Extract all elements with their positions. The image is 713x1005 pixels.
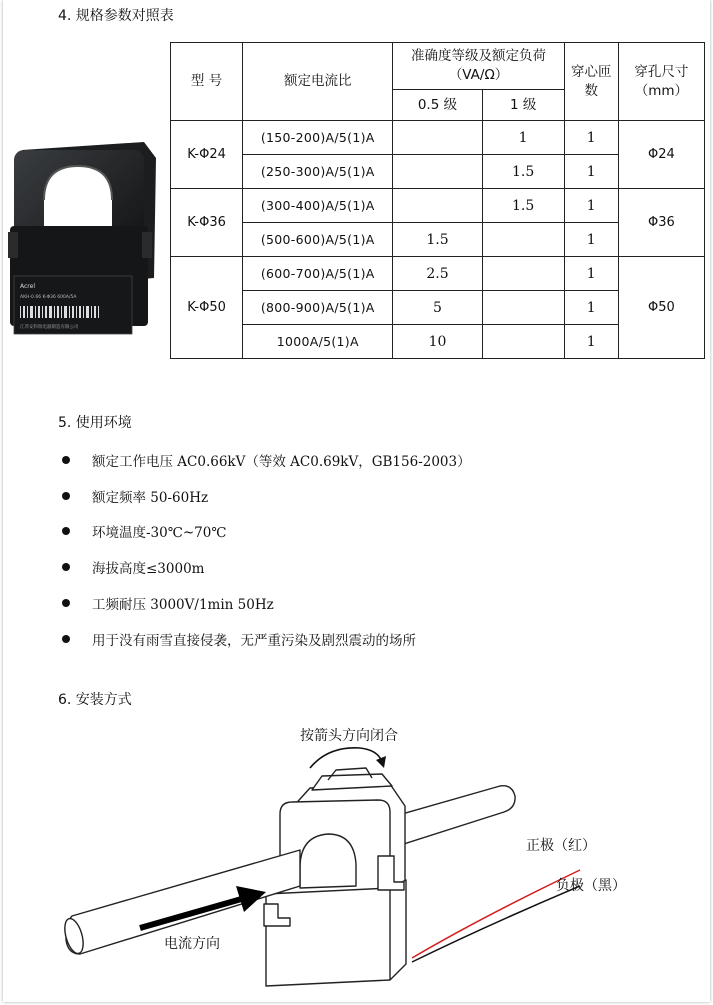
section-6-title: 6. 安装方式 xyxy=(58,692,132,708)
spec-table xyxy=(170,42,705,359)
model-cell: K-Φ50 xyxy=(171,257,243,359)
close-arrow-head-icon xyxy=(376,756,386,768)
list-item xyxy=(62,442,471,478)
hole-cell: Φ24 xyxy=(618,121,704,189)
ratio-cell: (800-900)A/5(1)A xyxy=(243,291,393,325)
class1-cell: 1 xyxy=(482,121,564,155)
positive-wire xyxy=(412,870,580,958)
ct-lower-housing xyxy=(266,880,406,986)
bullet-icon xyxy=(62,635,70,643)
ratio-cell: (150-200)A/5(1)A xyxy=(243,121,393,155)
hole-cell: Φ50 xyxy=(618,257,704,359)
negative-label: 负极（黑） xyxy=(556,878,626,894)
header-turns: 穿心匝数 xyxy=(564,43,618,121)
ratio-cell: (250-300)A/5(1)A xyxy=(243,155,393,189)
section-5-title: 5. 使用环境 xyxy=(58,415,132,431)
svg-text:Acrel: Acrel xyxy=(20,283,35,290)
positive-label: 正极（红） xyxy=(526,838,596,854)
class05-cell xyxy=(393,189,482,223)
list-item-text: 海拔高度≤3000m xyxy=(92,561,205,578)
list-item xyxy=(62,514,471,550)
class05-cell: 1.5 xyxy=(393,223,482,257)
turns-cell: 1 xyxy=(564,155,618,189)
ratio-cell: (300-400)A/5(1)A xyxy=(243,189,393,223)
list-item xyxy=(62,585,471,621)
turns-cell: 1 xyxy=(564,121,618,155)
header-accuracy: 准确度等级及额定负荷（VA/Ω） xyxy=(393,43,564,90)
product-photo xyxy=(4,128,160,346)
class1-cell xyxy=(482,257,564,291)
class05-cell: 10 xyxy=(393,325,482,359)
turns-cell: 1 xyxy=(564,291,618,325)
header-class-1: 1 级 xyxy=(482,90,564,121)
negative-wire xyxy=(412,886,580,962)
turns-cell: 1 xyxy=(564,325,618,359)
class1-cell: 1.5 xyxy=(482,189,564,223)
ratio-cell: 1000A/5(1)A xyxy=(243,325,393,359)
ratio-cell: (600-700)A/5(1)A xyxy=(243,257,393,291)
list-item xyxy=(62,549,471,585)
list-item-text: 用于没有雨雪直接侵袭，无严重污染及剧烈震动的场所 xyxy=(92,632,416,649)
header-model: 型 号 xyxy=(171,43,243,121)
close-direction-label: 按箭头方向闭合 xyxy=(300,728,398,744)
bullet-icon xyxy=(62,492,70,500)
header-ratio: 额定电流比 xyxy=(243,43,393,121)
class05-cell xyxy=(393,121,482,155)
svg-text:AKH-0.66 K-Φ36 600A/5A: AKH-0.66 K-Φ36 600A/5A xyxy=(20,295,77,300)
list-item xyxy=(62,478,471,514)
model-cell: K-Φ36 xyxy=(171,189,243,257)
list-item-text: 额定频率 50-60Hz xyxy=(92,489,209,506)
class1-cell xyxy=(482,291,564,325)
close-rotation-arrow-icon xyxy=(310,748,382,768)
class1-cell: 1.5 xyxy=(482,155,564,189)
list-item xyxy=(62,621,471,657)
header-class-05: 0.5 级 xyxy=(393,90,482,121)
bullet-icon xyxy=(62,527,70,535)
class1-cell xyxy=(482,325,564,359)
header-hole: 穿孔尺寸（mm） xyxy=(618,43,704,121)
ratio-cell: (500-600)A/5(1)A xyxy=(243,223,393,257)
bullet-icon xyxy=(62,456,70,464)
turns-cell: 1 xyxy=(564,189,618,223)
svg-text:江苏安科瑞电器制造有限公司: 江苏安科瑞电器制造有限公司 xyxy=(20,325,79,330)
current-direction-label: 电流方向 xyxy=(164,936,220,952)
hole-cell: Φ36 xyxy=(618,189,704,257)
bullet-icon xyxy=(62,599,70,607)
turns-cell: 1 xyxy=(564,223,618,257)
list-item-text: 工频耐压 3000V/1min 50Hz xyxy=(92,597,274,614)
ct-aperture xyxy=(300,834,356,888)
installation-diagram xyxy=(60,718,710,1003)
list-item-text: 环境温度-30℃~70℃ xyxy=(92,525,227,542)
class05-cell: 2.5 xyxy=(393,257,482,291)
environment-list xyxy=(62,442,471,657)
bullet-icon xyxy=(62,563,70,571)
section-4-title: 4. 规格参数对照表 xyxy=(58,8,174,24)
list-item-text: 额定工作电压 AC0.66kV（等效 AC0.69kV，GB156-2003） xyxy=(92,453,471,470)
class05-cell: 5 xyxy=(393,291,482,325)
class05-cell xyxy=(393,155,482,189)
class1-cell xyxy=(482,223,564,257)
model-cell: K-Φ24 xyxy=(171,121,243,189)
turns-cell: 1 xyxy=(564,257,618,291)
